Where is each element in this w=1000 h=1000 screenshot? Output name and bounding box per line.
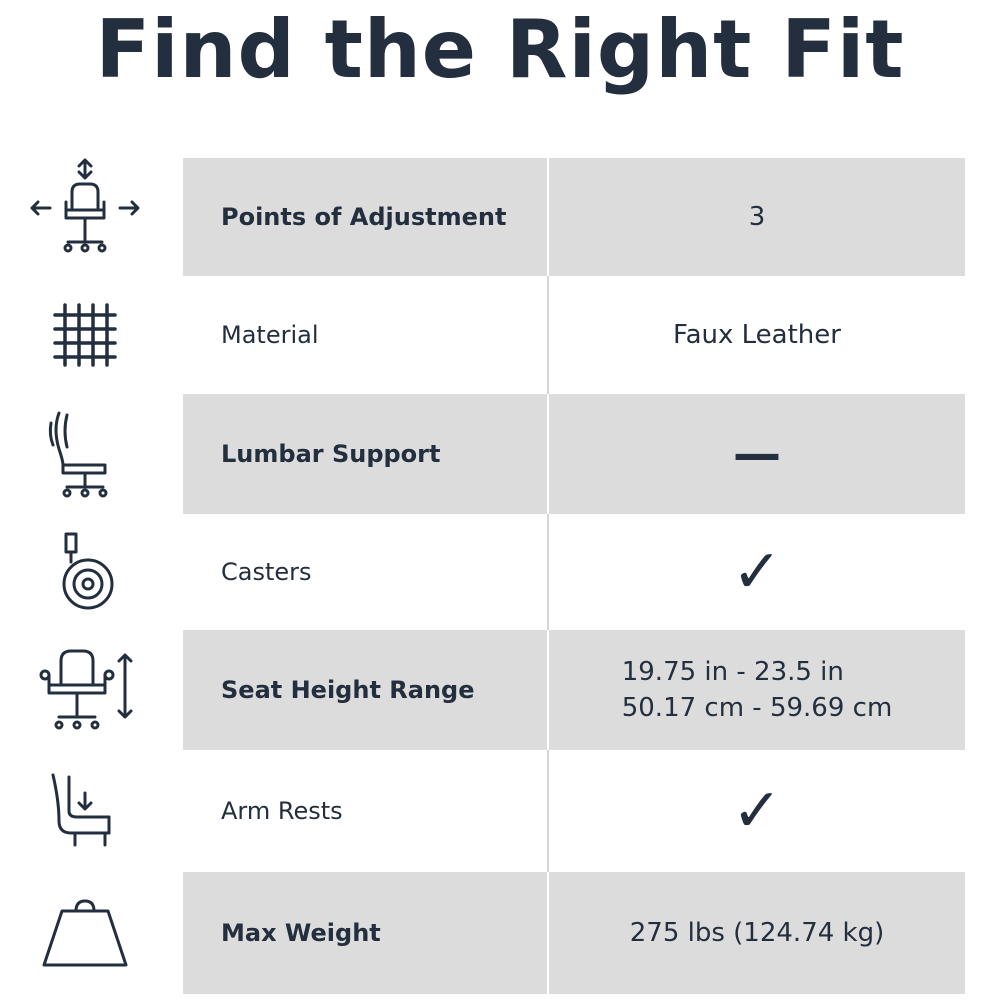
check-icon: ✓ xyxy=(731,776,783,846)
spec-value: 3 xyxy=(549,158,965,276)
page-title: Find the Right Fit xyxy=(95,3,905,96)
spec-label: Material xyxy=(221,321,319,349)
spec-row-seat-height-range xyxy=(0,630,1000,750)
armrest-icon xyxy=(25,750,145,872)
column-divider xyxy=(547,750,549,872)
spec-label: Max Weight xyxy=(183,872,547,994)
spec-label: Seat Height Range xyxy=(183,630,547,750)
spec-label: Arm Rests xyxy=(221,797,343,825)
column-divider xyxy=(547,158,549,276)
spec-value: 275 lbs (124.74 kg) xyxy=(549,872,965,994)
spec-row-points-of-adjustment xyxy=(0,158,1000,276)
seat-height-cm: 50.17 cm - 59.69 cm xyxy=(621,693,893,723)
seat-height-inches: 19.75 in - 23.5 in xyxy=(621,657,844,687)
spec-row-arm-rests xyxy=(0,750,1000,872)
spec-label: Points of Adjustment xyxy=(183,158,547,276)
spec-row-lumbar-support xyxy=(0,394,1000,514)
column-divider xyxy=(547,872,549,994)
spec-label: Lumbar Support xyxy=(183,394,547,514)
check-icon: ✓ xyxy=(731,537,783,607)
lumbar-chair-icon xyxy=(25,394,145,514)
spec-row-material xyxy=(0,276,1000,394)
weight-icon xyxy=(25,872,145,994)
spec-label: Casters xyxy=(221,558,312,586)
spec-row-casters xyxy=(0,514,1000,630)
column-divider xyxy=(547,514,549,630)
adjustment-chair-icon xyxy=(25,158,145,276)
spec-value xyxy=(549,630,965,750)
caster-wheel-icon xyxy=(25,514,145,630)
column-divider xyxy=(547,276,549,394)
column-divider xyxy=(547,394,549,514)
spec-value: — xyxy=(549,394,965,514)
column-divider xyxy=(547,630,549,750)
seat-height-icon xyxy=(25,630,145,750)
spec-row-max-weight xyxy=(0,872,1000,994)
mesh-grid-icon xyxy=(25,276,145,394)
spec-value: Faux Leather xyxy=(673,320,841,350)
